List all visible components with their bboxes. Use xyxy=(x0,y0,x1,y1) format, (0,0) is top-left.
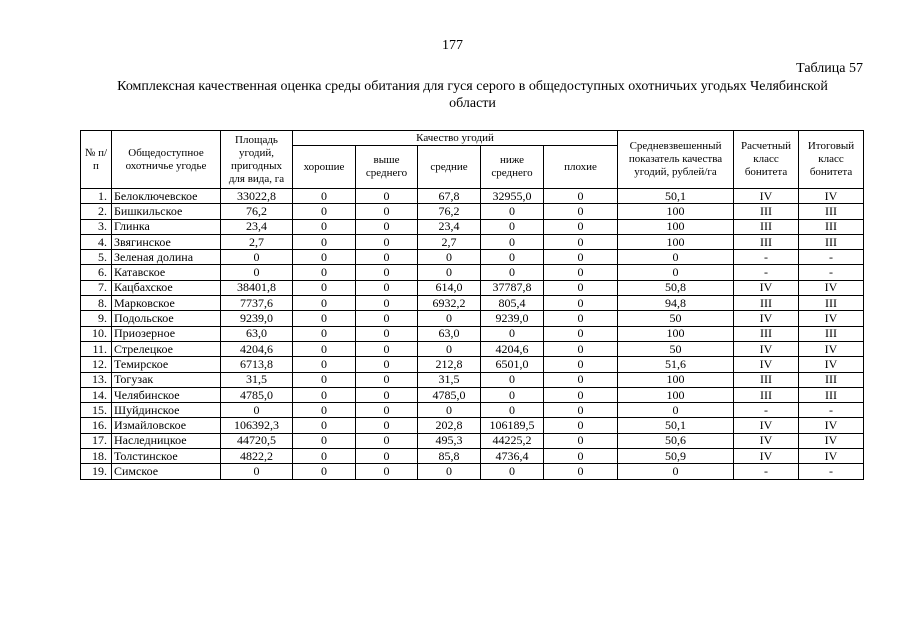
cell-row-number: 6. xyxy=(81,265,112,280)
cell-calc-class: III xyxy=(734,219,799,234)
cell-hunting-ground-name: Симское xyxy=(112,464,221,479)
cell-bad: 0 xyxy=(544,464,618,479)
cell-area: 106392,3 xyxy=(221,418,293,433)
cell-area: 23,4 xyxy=(221,219,293,234)
cell-above-average: 0 xyxy=(356,433,418,448)
cell-good: 0 xyxy=(293,311,356,326)
cell-below-average: 6501,0 xyxy=(481,357,544,372)
cell-area: 76,2 xyxy=(221,204,293,219)
cell-above-average: 0 xyxy=(356,372,418,387)
header-quality: Качество угодий xyxy=(293,131,618,146)
cell-average: 495,3 xyxy=(418,433,481,448)
cell-bad: 0 xyxy=(544,280,618,295)
cell-final-class: III xyxy=(799,234,864,249)
cell-below-average: 0 xyxy=(481,219,544,234)
table-row xyxy=(81,326,864,341)
cell-above-average: 0 xyxy=(356,234,418,249)
cell-hunting-ground-name: Челябинское xyxy=(112,387,221,402)
cell-above-average: 0 xyxy=(356,189,418,204)
table-row xyxy=(81,387,864,402)
cell-area: 2,7 xyxy=(221,234,293,249)
cell-calc-class: III xyxy=(734,204,799,219)
cell-good: 0 xyxy=(293,357,356,372)
cell-below-average: 9239,0 xyxy=(481,311,544,326)
cell-hunting-ground-name: Марковское xyxy=(112,296,221,311)
cell-row-number: 13. xyxy=(81,372,112,387)
header-below-average: ниже среднего xyxy=(481,146,544,189)
cell-calc-class: IV xyxy=(734,311,799,326)
cell-good: 0 xyxy=(293,280,356,295)
cell-row-number: 5. xyxy=(81,250,112,265)
table-row xyxy=(81,250,864,265)
cell-bad: 0 xyxy=(544,219,618,234)
cell-bad: 0 xyxy=(544,250,618,265)
cell-final-class: - xyxy=(799,403,864,418)
cell-below-average: 0 xyxy=(481,372,544,387)
cell-area: 0 xyxy=(221,464,293,479)
cell-row-number: 9. xyxy=(81,311,112,326)
table-row xyxy=(81,372,864,387)
cell-final-class: III xyxy=(799,387,864,402)
table-row xyxy=(81,433,864,448)
cell-below-average: 0 xyxy=(481,204,544,219)
cell-hunting-ground-name: Зеленая долина xyxy=(112,250,221,265)
cell-hunting-ground-name: Темирское xyxy=(112,357,221,372)
cell-hunting-ground-name: Стрелецкое xyxy=(112,341,221,356)
cell-calc-class: - xyxy=(734,265,799,280)
cell-average: 6932,2 xyxy=(418,296,481,311)
cell-above-average: 0 xyxy=(356,296,418,311)
cell-quality-index: 100 xyxy=(618,234,734,249)
cell-average: 0 xyxy=(418,311,481,326)
cell-above-average: 0 xyxy=(356,204,418,219)
cell-area: 4204,6 xyxy=(221,341,293,356)
cell-final-class: - xyxy=(799,250,864,265)
cell-hunting-ground-name: Белоключевское xyxy=(112,189,221,204)
header-name: Общедоступное охотничье угодье xyxy=(112,131,221,189)
cell-row-number: 3. xyxy=(81,219,112,234)
table-row xyxy=(81,219,864,234)
cell-good: 0 xyxy=(293,433,356,448)
cell-calc-class: III xyxy=(734,296,799,311)
cell-area: 0 xyxy=(221,265,293,280)
cell-good: 0 xyxy=(293,418,356,433)
cell-row-number: 16. xyxy=(81,418,112,433)
cell-good: 0 xyxy=(293,403,356,418)
cell-above-average: 0 xyxy=(356,265,418,280)
cell-above-average: 0 xyxy=(356,418,418,433)
cell-average: 67,8 xyxy=(418,189,481,204)
cell-final-class: III xyxy=(799,372,864,387)
cell-below-average: 0 xyxy=(481,265,544,280)
cell-bad: 0 xyxy=(544,433,618,448)
table-row xyxy=(81,280,864,295)
cell-average: 85,8 xyxy=(418,449,481,464)
cell-quality-index: 51,6 xyxy=(618,357,734,372)
cell-area: 7737,6 xyxy=(221,296,293,311)
cell-area: 38401,8 xyxy=(221,280,293,295)
cell-bad: 0 xyxy=(544,204,618,219)
table-row xyxy=(81,464,864,479)
cell-quality-index: 50,1 xyxy=(618,418,734,433)
cell-hunting-ground-name: Толстинское xyxy=(112,449,221,464)
cell-calc-class: IV xyxy=(734,433,799,448)
page-number: 177 xyxy=(442,38,463,53)
table-row xyxy=(81,449,864,464)
cell-calc-class: IV xyxy=(734,341,799,356)
cell-hunting-ground-name: Глинка xyxy=(112,219,221,234)
cell-average: 63,0 xyxy=(418,326,481,341)
cell-quality-index: 50,8 xyxy=(618,280,734,295)
table-row xyxy=(81,341,864,356)
cell-final-class: IV xyxy=(799,341,864,356)
cell-quality-index: 0 xyxy=(618,250,734,265)
cell-calc-class: IV xyxy=(734,189,799,204)
cell-hunting-ground-name: Наследницкое xyxy=(112,433,221,448)
cell-above-average: 0 xyxy=(356,326,418,341)
cell-area: 9239,0 xyxy=(221,311,293,326)
cell-good: 0 xyxy=(293,265,356,280)
cell-area: 0 xyxy=(221,403,293,418)
cell-bad: 0 xyxy=(544,234,618,249)
cell-bad: 0 xyxy=(544,265,618,280)
cell-final-class: III xyxy=(799,219,864,234)
cell-good: 0 xyxy=(293,372,356,387)
header-good: хорошие xyxy=(293,146,356,189)
cell-area: 0 xyxy=(221,250,293,265)
cell-average: 2,7 xyxy=(418,234,481,249)
cell-average: 76,2 xyxy=(418,204,481,219)
cell-average: 212,8 xyxy=(418,357,481,372)
cell-row-number: 2. xyxy=(81,204,112,219)
cell-good: 0 xyxy=(293,464,356,479)
cell-below-average: 44225,2 xyxy=(481,433,544,448)
cell-average: 0 xyxy=(418,250,481,265)
cell-bad: 0 xyxy=(544,449,618,464)
cell-below-average: 4736,4 xyxy=(481,449,544,464)
cell-above-average: 0 xyxy=(356,280,418,295)
cell-final-class: IV xyxy=(799,449,864,464)
cell-calc-class: III xyxy=(734,234,799,249)
cell-row-number: 14. xyxy=(81,387,112,402)
cell-row-number: 11. xyxy=(81,341,112,356)
cell-calc-class: IV xyxy=(734,280,799,295)
cell-above-average: 0 xyxy=(356,387,418,402)
cell-average: 23,4 xyxy=(418,219,481,234)
cell-row-number: 8. xyxy=(81,296,112,311)
cell-quality-index: 100 xyxy=(618,372,734,387)
cell-final-class: IV xyxy=(799,311,864,326)
cell-average: 0 xyxy=(418,464,481,479)
cell-bad: 0 xyxy=(544,418,618,433)
cell-above-average: 0 xyxy=(356,357,418,372)
cell-below-average: 32955,0 xyxy=(481,189,544,204)
cell-below-average: 4204,6 xyxy=(481,341,544,356)
cell-row-number: 19. xyxy=(81,464,112,479)
cell-quality-index: 100 xyxy=(618,204,734,219)
cell-final-class: IV xyxy=(799,418,864,433)
cell-calc-class: - xyxy=(734,464,799,479)
cell-quality-index: 100 xyxy=(618,326,734,341)
cell-area: 6713,8 xyxy=(221,357,293,372)
cell-quality-index: 94,8 xyxy=(618,296,734,311)
cell-hunting-ground-name: Катавское xyxy=(112,265,221,280)
cell-good: 0 xyxy=(293,204,356,219)
header-final-class: Итоговый класс бонитета xyxy=(799,131,864,189)
cell-row-number: 10. xyxy=(81,326,112,341)
cell-good: 0 xyxy=(293,387,356,402)
cell-hunting-ground-name: Приозерное xyxy=(112,326,221,341)
cell-bad: 0 xyxy=(544,326,618,341)
table-row xyxy=(81,234,864,249)
cell-good: 0 xyxy=(293,326,356,341)
cell-quality-index: 50,9 xyxy=(618,449,734,464)
cell-good: 0 xyxy=(293,296,356,311)
cell-row-number: 1. xyxy=(81,189,112,204)
cell-below-average: 0 xyxy=(481,387,544,402)
cell-bad: 0 xyxy=(544,372,618,387)
header-above-average: выше среднего xyxy=(356,146,418,189)
table-label: Таблица 57 xyxy=(796,61,863,76)
cell-below-average: 0 xyxy=(481,234,544,249)
cell-below-average: 805,4 xyxy=(481,296,544,311)
cell-row-number: 15. xyxy=(81,403,112,418)
header-num: № п/п xyxy=(81,131,112,189)
cell-average: 31,5 xyxy=(418,372,481,387)
cell-bad: 0 xyxy=(544,357,618,372)
cell-below-average: 106189,5 xyxy=(481,418,544,433)
cell-hunting-ground-name: Бишкильское xyxy=(112,204,221,219)
cell-quality-index: 100 xyxy=(618,219,734,234)
cell-below-average: 0 xyxy=(481,403,544,418)
header-average: средние xyxy=(418,146,481,189)
cell-bad: 0 xyxy=(544,189,618,204)
cell-calc-class: III xyxy=(734,372,799,387)
cell-quality-index: 50 xyxy=(618,311,734,326)
cell-calc-class: - xyxy=(734,403,799,418)
cell-area: 44720,5 xyxy=(221,433,293,448)
cell-good: 0 xyxy=(293,250,356,265)
cell-row-number: 12. xyxy=(81,357,112,372)
cell-final-class: III xyxy=(799,204,864,219)
cell-final-class: IV xyxy=(799,357,864,372)
table-row xyxy=(81,265,864,280)
table-row xyxy=(81,311,864,326)
cell-below-average: 37787,8 xyxy=(481,280,544,295)
cell-area: 4785,0 xyxy=(221,387,293,402)
header-calc-class: Расчетный класс бонитета xyxy=(734,131,799,189)
cell-good: 0 xyxy=(293,219,356,234)
table-row xyxy=(81,204,864,219)
table-row xyxy=(81,403,864,418)
cell-above-average: 0 xyxy=(356,250,418,265)
cell-quality-index: 0 xyxy=(618,265,734,280)
cell-row-number: 7. xyxy=(81,280,112,295)
cell-bad: 0 xyxy=(544,296,618,311)
cell-good: 0 xyxy=(293,234,356,249)
cell-area: 33022,8 xyxy=(221,189,293,204)
cell-average: 0 xyxy=(418,403,481,418)
cell-average: 4785,0 xyxy=(418,387,481,402)
cell-final-class: IV xyxy=(799,189,864,204)
cell-final-class: IV xyxy=(799,433,864,448)
cell-below-average: 0 xyxy=(481,250,544,265)
cell-quality-index: 50,1 xyxy=(618,189,734,204)
cell-good: 0 xyxy=(293,341,356,356)
cell-below-average: 0 xyxy=(481,464,544,479)
cell-calc-class: - xyxy=(734,250,799,265)
cell-final-class: III xyxy=(799,296,864,311)
cell-bad: 0 xyxy=(544,387,618,402)
cell-hunting-ground-name: Шуйдинское xyxy=(112,403,221,418)
cell-row-number: 17. xyxy=(81,433,112,448)
cell-quality-index: 0 xyxy=(618,464,734,479)
cell-hunting-ground-name: Тогузак xyxy=(112,372,221,387)
cell-average: 202,8 xyxy=(418,418,481,433)
cell-row-number: 18. xyxy=(81,449,112,464)
quality-assessment-table xyxy=(80,130,864,480)
header-bad: плохие xyxy=(544,146,618,189)
cell-above-average: 0 xyxy=(356,449,418,464)
cell-calc-class: IV xyxy=(734,357,799,372)
cell-final-class: - xyxy=(799,464,864,479)
cell-final-class: IV xyxy=(799,280,864,295)
cell-bad: 0 xyxy=(544,341,618,356)
table-row xyxy=(81,296,864,311)
cell-above-average: 0 xyxy=(356,464,418,479)
cell-final-class: III xyxy=(799,326,864,341)
cell-above-average: 0 xyxy=(356,341,418,356)
cell-area: 4822,2 xyxy=(221,449,293,464)
table-body xyxy=(81,189,864,480)
cell-quality-index: 50,6 xyxy=(618,433,734,448)
cell-area: 31,5 xyxy=(221,372,293,387)
cell-bad: 0 xyxy=(544,403,618,418)
cell-good: 0 xyxy=(293,189,356,204)
cell-calc-class: IV xyxy=(734,418,799,433)
cell-average: 614,0 xyxy=(418,280,481,295)
cell-hunting-ground-name: Измайловское xyxy=(112,418,221,433)
cell-calc-class: IV xyxy=(734,449,799,464)
cell-average: 0 xyxy=(418,265,481,280)
cell-above-average: 0 xyxy=(356,403,418,418)
cell-hunting-ground-name: Подольское xyxy=(112,311,221,326)
cell-average: 0 xyxy=(418,341,481,356)
cell-hunting-ground-name: Звягинское xyxy=(112,234,221,249)
table-row xyxy=(81,189,864,204)
cell-bad: 0 xyxy=(544,311,618,326)
cell-above-average: 0 xyxy=(356,219,418,234)
header-area: Площадь угодий, пригодных для вида, га xyxy=(221,131,293,189)
cell-area: 63,0 xyxy=(221,326,293,341)
cell-good: 0 xyxy=(293,449,356,464)
header-index: Средневзвешенный показатель качества угодий, рублей/га xyxy=(618,131,734,189)
table-row xyxy=(81,357,864,372)
cell-final-class: - xyxy=(799,265,864,280)
cell-quality-index: 0 xyxy=(618,403,734,418)
cell-calc-class: III xyxy=(734,387,799,402)
cell-calc-class: III xyxy=(734,326,799,341)
document-title: Комплексная качественная оценка среды обитания для гуся серого в общедоступных охотничьих угодьях Челябинской области xyxy=(117,79,828,111)
cell-quality-index: 100 xyxy=(618,387,734,402)
cell-row-number: 4. xyxy=(81,234,112,249)
cell-below-average: 0 xyxy=(481,326,544,341)
cell-quality-index: 50 xyxy=(618,341,734,356)
cell-hunting-ground-name: Кацбахское xyxy=(112,280,221,295)
cell-above-average: 0 xyxy=(356,311,418,326)
table-row xyxy=(81,418,864,433)
